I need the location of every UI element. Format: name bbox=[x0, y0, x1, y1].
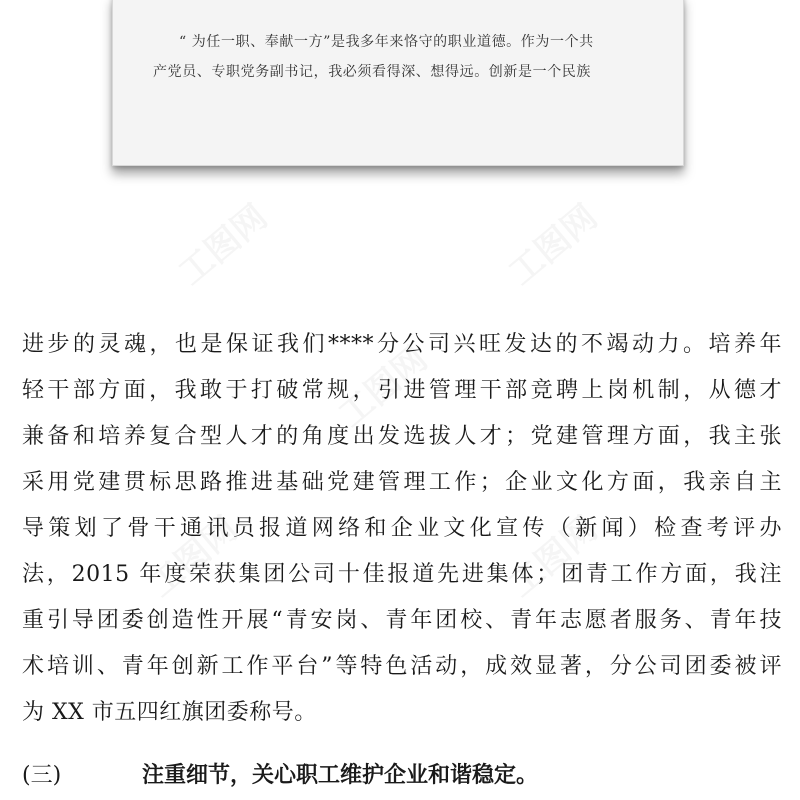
body-line: 兼备和培养复合型人才的角度出发选拔人才；党建管理方面，我主张 bbox=[22, 424, 782, 449]
body-line: 轻干部方面，我敢于打破常规，引进管理干部竞聘上岗机制，从德才 bbox=[22, 378, 782, 403]
document-preview-card bbox=[112, 0, 684, 166]
card-line: 产党员、专职党务副书记，我必须看得深、想得远。创新是一个民族 bbox=[153, 64, 591, 80]
watermark: 工图网 bbox=[501, 509, 606, 606]
body-line: 术培训、青年创新工作平台”等特色活动，成效显著，分公司团委被评 bbox=[22, 654, 782, 679]
watermark: 工图网 bbox=[331, 339, 436, 436]
body-paragraph bbox=[22, 322, 782, 736]
body-line: 导策划了骨干通讯员报道网络和企业文化宣传（新闻）检查考评办 bbox=[22, 516, 782, 541]
body-line: 采用党建贯标思路推进基础党建管理工作；企业文化方面，我亲自主 bbox=[22, 470, 782, 495]
body-line: 法，2015 年度荣获集团公司十佳报道先进集体；团青工作方面，我注 bbox=[22, 562, 782, 587]
watermark: 工图网 bbox=[141, 509, 246, 606]
watermark: 工图网 bbox=[501, 197, 606, 294]
body-line: 进步的灵魂，也是保证我们****分公司兴旺发达的不竭动力。培养年 bbox=[22, 332, 782, 357]
card-text bbox=[153, 27, 653, 87]
section-heading bbox=[22, 752, 538, 799]
body-line: 重引导团委创造性开展“青安岗、青年团校、青年志愿者服务、青年技 bbox=[22, 608, 782, 633]
watermark: 工图网 bbox=[171, 197, 276, 294]
section-title: 注重细节，关心职工维护企业和谐稳定。 bbox=[142, 762, 539, 788]
body-line: 为 XX 市五四红旗团委称号。 bbox=[22, 700, 317, 725]
card-line: “ 为任一职、奉献一方”是我多年来恪守的职业道德。作为一个共 bbox=[179, 34, 594, 50]
section-number: (三) bbox=[22, 763, 62, 788]
